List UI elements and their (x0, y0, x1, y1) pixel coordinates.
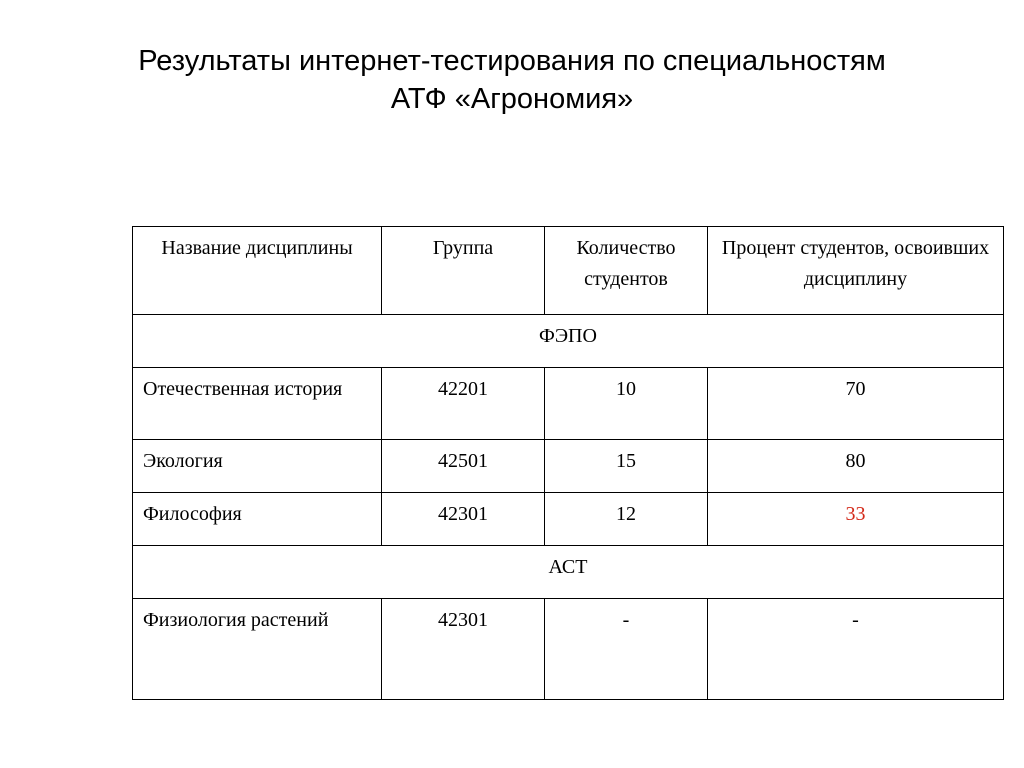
header-students-count: Количество студентов (545, 227, 708, 315)
cell-students: 15 (545, 440, 708, 493)
table-row (133, 493, 1004, 546)
slide-title-line-2: АТФ «Агрономия» (390, 83, 634, 115)
results-table (132, 226, 1004, 700)
cell-students: 12 (545, 493, 708, 546)
highlighted-percent-value: 33 (845, 503, 866, 525)
cell-percent: 80 (708, 440, 1004, 493)
slide-title-line-1: Результаты интернет-тестирования по специальностям (138, 45, 886, 77)
table-row (133, 599, 1004, 700)
section-title: ФЭПО (133, 315, 1004, 368)
cell-discipline: Философия (133, 493, 382, 546)
cell-group: 42301 (382, 599, 545, 700)
section-row-ast (133, 546, 1004, 599)
header-group: Группа (382, 227, 545, 315)
table-row (133, 368, 1004, 440)
table-row (133, 440, 1004, 493)
cell-percent: 70 (708, 368, 1004, 440)
header-discipline: Название дисциплины (133, 227, 382, 315)
cell-students: - (545, 599, 708, 700)
cell-group: 42501 (382, 440, 545, 493)
cell-discipline: Отечественная история (133, 368, 382, 440)
cell-percent-highlighted (708, 493, 1004, 546)
cell-group: 42201 (382, 368, 545, 440)
cell-discipline: Экология (133, 440, 382, 493)
section-row-fepo (133, 315, 1004, 368)
cell-discipline: Физиология растений (133, 599, 382, 700)
header-percent-mastered: Процент студентов, освоивших дисциплину (708, 227, 1004, 315)
slide-title (0, 42, 1024, 118)
section-title: АСТ (133, 546, 1004, 599)
table-header-row (133, 227, 1004, 315)
cell-students: 10 (545, 368, 708, 440)
cell-percent: - (708, 599, 1004, 700)
cell-group: 42301 (382, 493, 545, 546)
